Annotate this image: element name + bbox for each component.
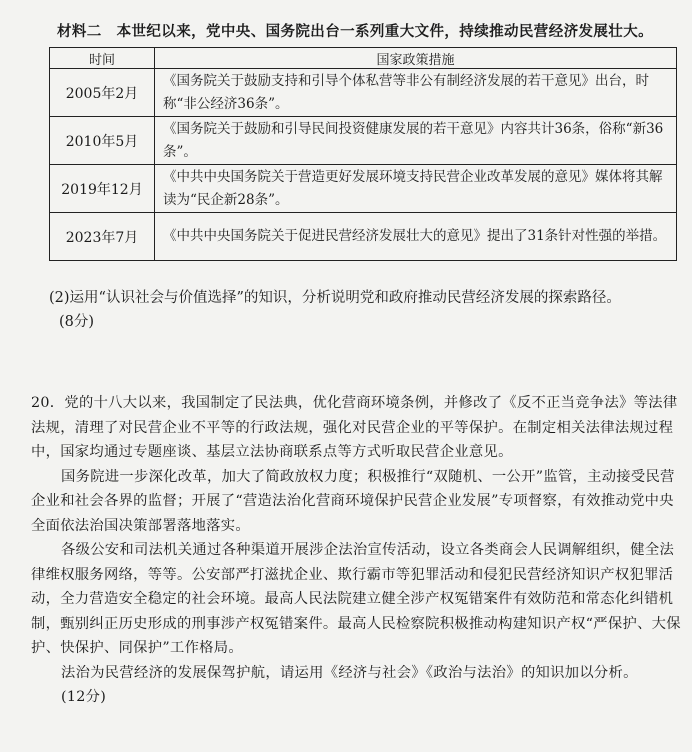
question-20-paragraph-2: 国务院进一步深化改革，加大了简政放权力度；积极推行“双随机、一公开”监管，主动接受民营企业和社会各界的监督；开展了“营造法治化营商环境保护民营企业发展”专项督察，有效推动党中央全面依法治国决策部署落地落实。 [31,468,675,534]
table-header-row [50,48,677,69]
row-time: 2023年7月 [50,213,155,261]
table-row [50,117,677,165]
table-row [50,213,677,261]
row-measure: 《国务院关于鼓励支持和引导个体私营等非公有制经济发展的若干意见》出台，时称“非公经济36条”。 [155,69,677,117]
question-2-score: (8分) [59,314,95,330]
header-time: 时间 [50,48,155,69]
row-measure: 《国务院关于鼓励和引导民间投资健康发展的若干意见》内容共计36条，俗称“新36条”。 [155,117,677,165]
row-time: 2010年5月 [50,117,155,165]
material-two-title: 材料二 本世纪以来，党中央、国务院出台一系列重大文件，持续推动民营经济发展壮大。 [57,23,653,40]
row-time: 2005年2月 [50,69,155,117]
policy-table [49,47,677,261]
question-20-prompt: 法治为民营经济的发展保驾护航，请运用《经济与社会》《政治与法治》的知识加以分析。 [61,664,638,681]
question-20-score: (12分) [61,689,107,705]
table-row [50,165,677,213]
row-measure: 《中共中央国务院关于营造更好发展环境支持民营企业改革发展的意见》媒体将其解读为“民企新28条”。 [155,165,677,213]
question-20-paragraph-1: 20．党的十八大以来，我国制定了民法典，优化营商环境条例，并修改了《反不正当竞争法》等法律法规，清理了对民营企业不平等的行政法规，强化对民营企业的平等保护。在制定相关法律法规过程中，国家均通过专题座谈、基层立法协商联系点等方式听取民营企业意见。 [31,395,678,460]
question-20 [31,391,681,710]
question-20-paragraph-3: 各级公安和司法机关通过各种渠道开展涉企法治宣传活动，设立各类商会人民调解组织，健全法律维权服务网络，等等。公安部严打滋扰企业、欺行霸市等犯罪活动和侵犯民营经济知识产权犯罪活动，全力营造安全稳定的社会环境。最高人民法院建立健全涉产权冤错案件有效防范和常态化纠错机制，甄别纠正历史形成的刑事涉产权冤错案件。最高人民检察院积极推动构建知识产权“严保护、大保护、快保护、同保护”工作格局。 [31,542,681,656]
row-measure: 《中共中央国务院关于促进民营经济发展壮大的意见》提出了31条针对性强的举措。 [155,213,677,261]
table-row [50,69,677,117]
row-time: 2019年12月 [50,165,155,213]
header-measure: 国家政策措施 [155,48,677,69]
question-2-text: (2)运用“认识社会与价值选择”的知识，分析说明党和政府推动民营经济发展的探索路径。 [49,290,621,306]
question-2 [49,286,679,334]
